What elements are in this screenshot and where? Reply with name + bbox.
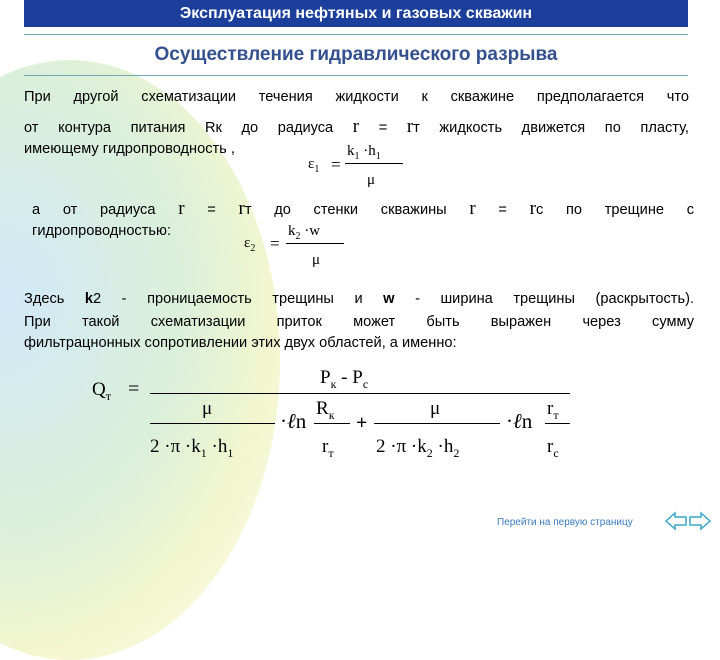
para1-line1: При другой схематизации течения жидкости к скважине предполагается что [24, 89, 689, 105]
para1-line2 [24, 117, 689, 136]
radius-symbol: r [529, 198, 536, 219]
fraction-line [314, 423, 350, 424]
fraction-line [286, 243, 344, 244]
radius-symbol: r [406, 116, 414, 137]
fraction-line [345, 163, 403, 164]
header-bar [24, 0, 688, 27]
fraction-line [150, 423, 275, 424]
para1-line3: имеющему гидропроводность , [24, 141, 235, 157]
header-title: Эксплуатация нефтяных и газовых скважин [179, 5, 533, 22]
back-arrow-icon[interactable] [665, 511, 687, 531]
top-rule [24, 34, 688, 35]
equals-sign: = [378, 120, 388, 136]
para2-line1: а от радиуса r = rт до стенки скважины r = rс по трещине с [32, 198, 695, 219]
slide-title: Осуществление гидравлического разрыва [154, 44, 558, 65]
para2-line2: гидропроводностью: [32, 223, 172, 239]
first-page-link[interactable]: Перейти на первую страницу [497, 517, 633, 528]
para1-text-a: от контура питания Rк до радиуса [24, 120, 334, 136]
fraction-line [374, 423, 500, 424]
para1-text-c: т жидкость движется по пласту, [413, 120, 689, 136]
radius-symbol: r [178, 198, 185, 219]
para3-line3: фильтрацнонных сопротивлении этих двух областей, а именно: [24, 335, 457, 351]
fraction-line [545, 423, 570, 424]
radius-symbol: r [352, 116, 360, 137]
main-fraction-line [150, 393, 570, 394]
forward-arrow-icon[interactable] [689, 511, 711, 531]
radius-symbol: r [238, 198, 245, 219]
para3-line2: При такой схематизации приток может быть выражен через сумму [24, 314, 694, 330]
para3-line1: Здесь k2 - проницаемость трещины и w - ширина трещины (раскрытость). [24, 291, 694, 307]
radius-symbol: r [469, 198, 476, 219]
title-rule [24, 75, 688, 76]
